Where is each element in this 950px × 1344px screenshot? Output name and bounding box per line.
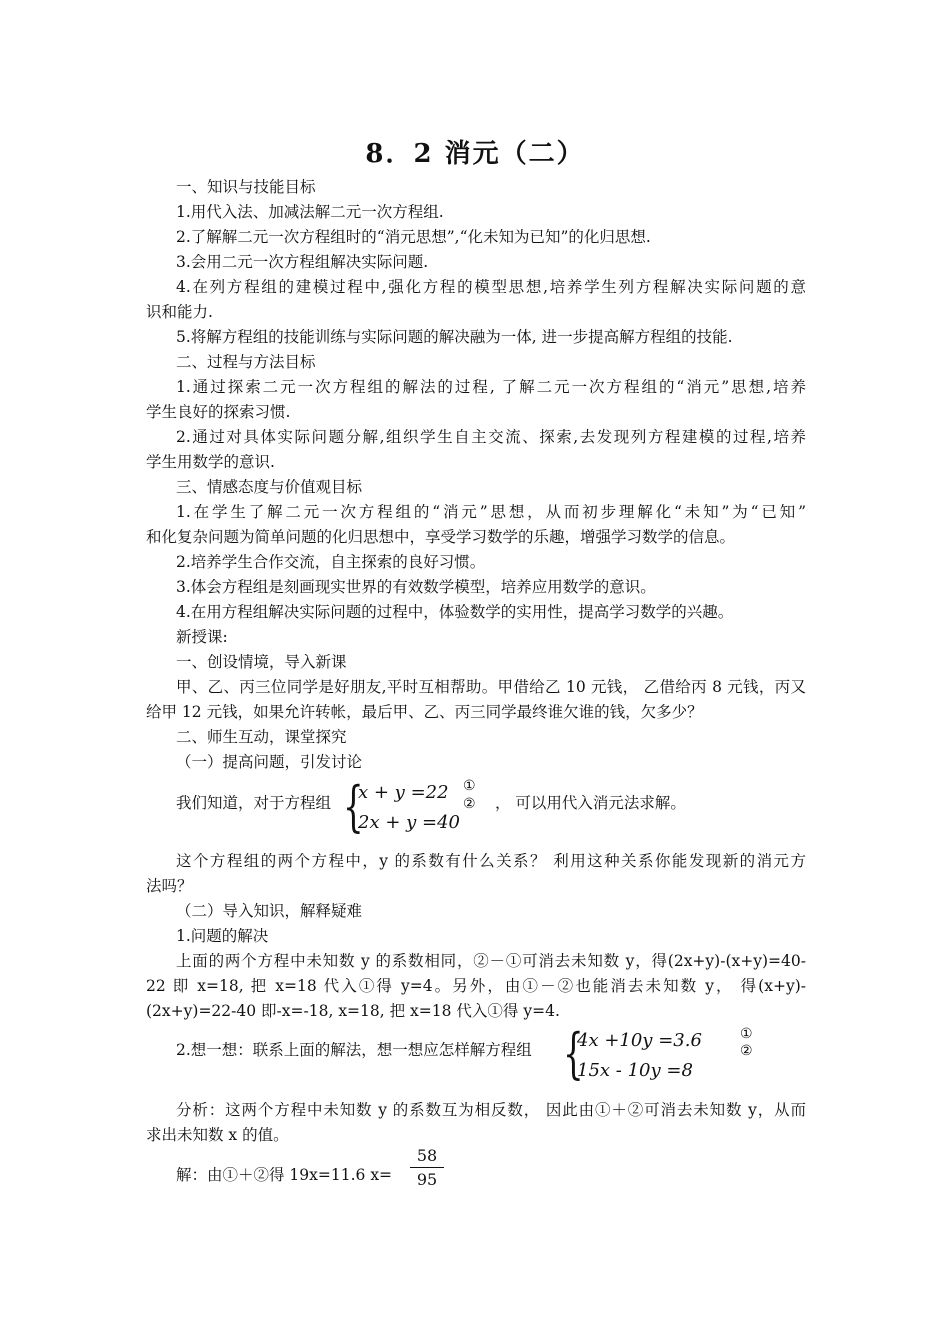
section-heading: 一、知识与技能目标 [176, 178, 316, 196]
fraction-denominator: 95 [416, 1170, 438, 1189]
equation-2: 2x + y =40 [358, 812, 461, 833]
text-line: 和化复杂问题为简单问题的化归思想中，享受学习数学的乐趣，增强学习数学的信息。 [146, 528, 736, 546]
text-line: 这个方程组的两个方程中，y 的系数有什么关系？ 利用这种关系你能发现新的消元方 [176, 852, 806, 870]
text-line: 2.通过对具体实际问题分解,组织学生自主交流、探索,去发现列方程建模的过程,培养 [176, 428, 806, 446]
circle-label-2: ② [740, 1043, 753, 1059]
text-line: 学生良好的探索习惯. [146, 403, 291, 421]
text-line: 分析：这两个方程中未知数 y 的系数互为相反数， 因此由①＋②可消去未知数 y，从而 [176, 1101, 806, 1119]
text-line: 1.在学生了解二元一次方程组的“消元”思想，从而初步理解化“未知”为“已知” [176, 503, 806, 521]
text-line: 识和能力. [146, 303, 213, 321]
system-prefix: 我们知道，对于方程组 [176, 794, 332, 812]
section-heading: 二、师生互动，课堂探究 [176, 728, 347, 746]
text-line: 4.在列方程组的建模过程中,强化方程的模型思想,培养学生列方程解决实际问题的意 [176, 278, 806, 296]
circle-label-1: ① [463, 778, 476, 794]
brace-icon: { [563, 1022, 584, 1085]
text-line: 5.将解方程组的技能训练与实际问题的解决融为一体, 进一步提高解方程组的技能. [176, 328, 733, 346]
section-heading: 三、情感态度与价值观目标 [176, 478, 363, 496]
text-line: (2x+y)=22-40 即-x=-18, x=18, 把 x=18 代入①得 y=4. [146, 1002, 560, 1020]
section-heading: 一、创设情境，导入新课 [176, 653, 347, 671]
text-line: 学生用数学的意识. [146, 453, 275, 471]
text-line: 法吗？ [146, 877, 193, 895]
fraction [410, 1146, 444, 1189]
text-line: 1.通过探索二元一次方程组的解法的过程, 了解二元一次方程组的“消元”思想,培养 [176, 378, 806, 396]
text-line: 上面的两个方程中未知数 y 的系数相同，②－①可消去未知数 y，得(2x+y)-(x+y)=40- [176, 952, 806, 970]
text-line: 1.用代入法、加减法解二元一次方程组. [176, 203, 444, 221]
text-line: 2.培养学生合作交流，自主探索的良好习惯。 [176, 553, 486, 571]
text-line: 3.体会方程组是刻画现实世界的有效数学模型，培养应用数学的意识。 [176, 578, 656, 596]
text-line: 2.了解解二元一次方程组时的“消元思想”,“化未知为已知”的化归思想. [176, 228, 651, 246]
section-heading: （二）导入知识，解释疑难 [176, 902, 363, 920]
equation-4: 15x - 10y =8 [577, 1060, 693, 1081]
page-title: 8．2 消元（二） [365, 139, 585, 169]
system-suffix: ， 可以用代入消元法求解。 [495, 794, 686, 812]
text-line: 22 即 x=18, 把 x=18 代入①得 y=4。另外，由①－②也能消去未知数 y， 得(x+y)- [146, 977, 806, 995]
equation-1: x + y =22 [358, 782, 449, 803]
text-line: 甲、乙、丙三位同学是好朋友,平时互相帮助。甲借给乙 10 元钱， 乙借给丙 8 元钱，丙又 [176, 678, 806, 696]
text-line: 4.在用方程组解决实际问题的过程中，体验数学的实用性，提高学习数学的兴趣。 [176, 603, 734, 621]
solution-text: 解：由①＋②得 19x=11.6 x= [176, 1166, 393, 1184]
circle-label-2: ② [463, 796, 476, 812]
text-line: 3.会用二元一次方程组解决实际问题. [176, 253, 429, 271]
circle-label-1: ① [740, 1026, 753, 1042]
section-heading: 二、过程与方法目标 [176, 353, 316, 371]
brace-icon: { [343, 775, 364, 838]
text-line: 求出未知数 x 的值。 [146, 1126, 289, 1144]
fraction-numerator: 58 [416, 1146, 438, 1165]
section-heading: 新授课: [176, 628, 228, 646]
text-line: 给甲 12 元钱，如果允许转帐，最后甲、乙、丙三同学最终谁欠谁的钱，欠多少？ [146, 703, 703, 721]
system-prefix: 2.想一想：联系上面的解法，想一想应怎样解方程组 [176, 1041, 532, 1059]
fraction-bar [410, 1167, 444, 1168]
section-heading: （一）提高问题，引发讨论 [176, 753, 363, 771]
equation-3: 4x +10y =3.6 [577, 1030, 702, 1051]
text-line: 1.问题的解决 [176, 927, 269, 945]
